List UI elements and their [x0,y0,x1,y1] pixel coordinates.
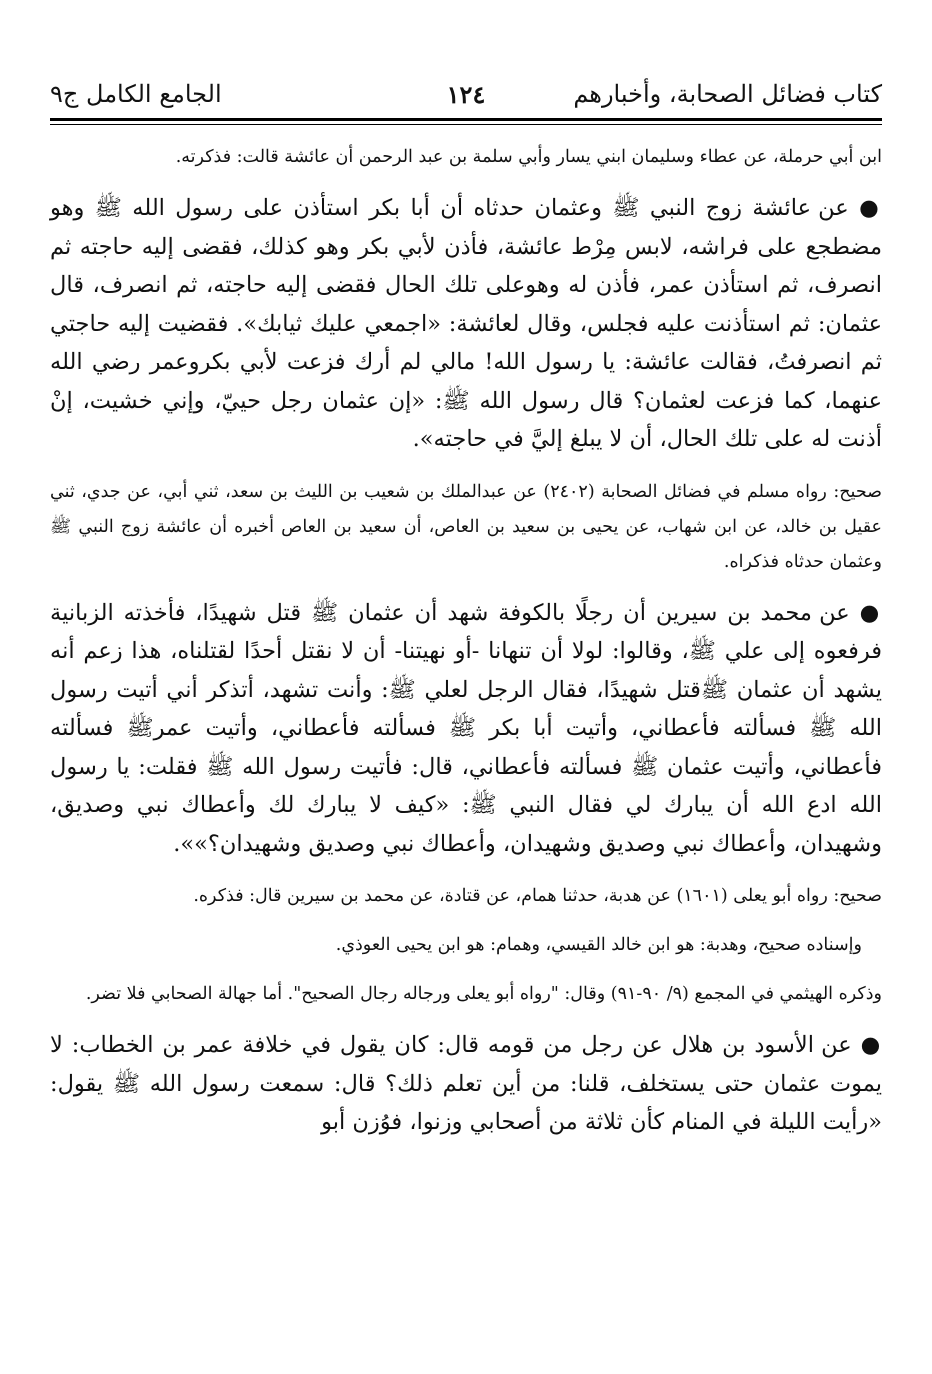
page-number: ١٢٤ [446,80,486,109]
header-rule-thick [50,118,882,121]
bullet-marker: ● [860,1032,882,1058]
hadith-paragraph [50,594,882,864]
hadith-text: عن محمد بن سيرين أن رجلًا بالكوفة شهد أن عثمان ﷺ قتل شهيدًا، فأخذته الزبانية فرفعوه إلى علي ﷺ، وقالوا: لولا أن تنهانا -أو نهيتنا- أن لا نقتل أحدًا لقتلناه، هذا زعم أنه يشهد أن عثمان ﷺقتل شهيدًا، فقال الرجل لعلي ﷺ: وأنت تشهد، أتذكر أني أتيت رسول الله ﷺ فسألته فأعطاني، وأتيت أبا بكر ﷺ فسألته فأعطاني، وأتيت عمرﷺ فسألته فأعطاني، وأتيت عثمان ﷺ فسألته فأعطاني، قال: فأتيت رسول الله ﷺ فقلت: يا رسول الله ادع الله أن يبارك لي فقال النبي ﷺ: «كيف لا يبارك لك وأعطاك نبي وصديق، وشهيدان، وأعطاك نبي وصديق وشهيدان، وأعطاك نبي وصديق وشهيدان؟»». [50,599,882,857]
hadith-paragraph [50,189,882,459]
header-rule-thin [50,124,882,125]
footnote-continuation: ابن أبي حرملة، عن عطاء وسليمان ابني يسار وأبي سلمة بن عبد الرحمن أن عائشة قالت: فذكرته. [175,147,882,167]
hadith-text: عن الأسود بن هلال عن رجل من قومه قال: كان يقول في خلافة عمر بن الخطاب: لا يموت عثمان حتى يستخلف، قلنا: من أين تعلم ذلك؟ قال: سمعت رسول الله ﷺ يقول: «رأيت الليلة في المنام كأن ثلاثة من أصحابي وزنوا، فوُزن أبو [50,1032,882,1135]
page-body [50,140,882,1158]
page-header [50,80,882,116]
isnad-note: وإسناده صحيح، وهدبة: هو ابن خالد القيسي، وهمام: هو ابن يحيى العوذي. [335,935,862,955]
collection-title: الجامع الكامل ج٩ [50,80,222,108]
book-title: كتاب فضائل الصحابة، وأخبارهم [573,80,882,108]
hadith-text: عن عائشة زوج النبي ﷺ وعثمان حدثاه أن أبا بكر استأذن على رسول الله ﷺ وهو مضطجع على فراشه، لابس مِرْط عائشة، فأذن لأبي بكر وهو كذلك، فقضى إليه حاجته ثم انصرف، ثم استأذن عمر، فأذن له وهوعلى تلك الحال فقضى إليه حاجته، ثم انصرف، قال عثمان: ثم استأذنت عليه فجلس، وقال لعائشة: «اجمعي عليك ثيابك». فقضيت إليه حاجتي ثم انصرفتُ، فقالت عائشة: يا رسول الله! مالي لم أرك فزعت لأبي بكروعمر رضي الله عنهما، كما فزعت لعثمان؟ قال رسول الله ﷺ: «إن عثمان رجل حييّ، وإني خشيت، إنْ أذنت له على تلك الحال، أن لا يبلغ إليَّ في حاجته». [50,195,882,452]
bullet-marker: ● [859,195,882,221]
reference-note: وذكره الهيثمي في المجمع (٩/ ٩٠-٩١) وقال: "رواه أبو يعلى ورجاله رجال الصحيح". أما جهالة الصحابي فلا تضر. [85,984,882,1004]
grading-note: صحيح: رواه أبو يعلى (١٦٠١) عن هدبة، حدثنا همام، عن قتادة، عن محمد بن سيرين قال: فذكره. [193,886,882,906]
grading-note: صحيح: رواه مسلم في فضائل الصحابة (٢٤٠٢) عن عبدالملك بن شعيب بن الليث بن سعد، ثني أبي، عن جدي، ثني عقيل بن خالد، عن ابن شهاب، عن يحيى بن سعيد بن العاص، أن سعيد بن العاص أخبره أن عائشة زوج النبي ﷺ وعثمان حدثاه فذكراه. [50,481,882,572]
bullet-marker: ● [859,599,882,626]
hadith-paragraph [50,1026,882,1142]
